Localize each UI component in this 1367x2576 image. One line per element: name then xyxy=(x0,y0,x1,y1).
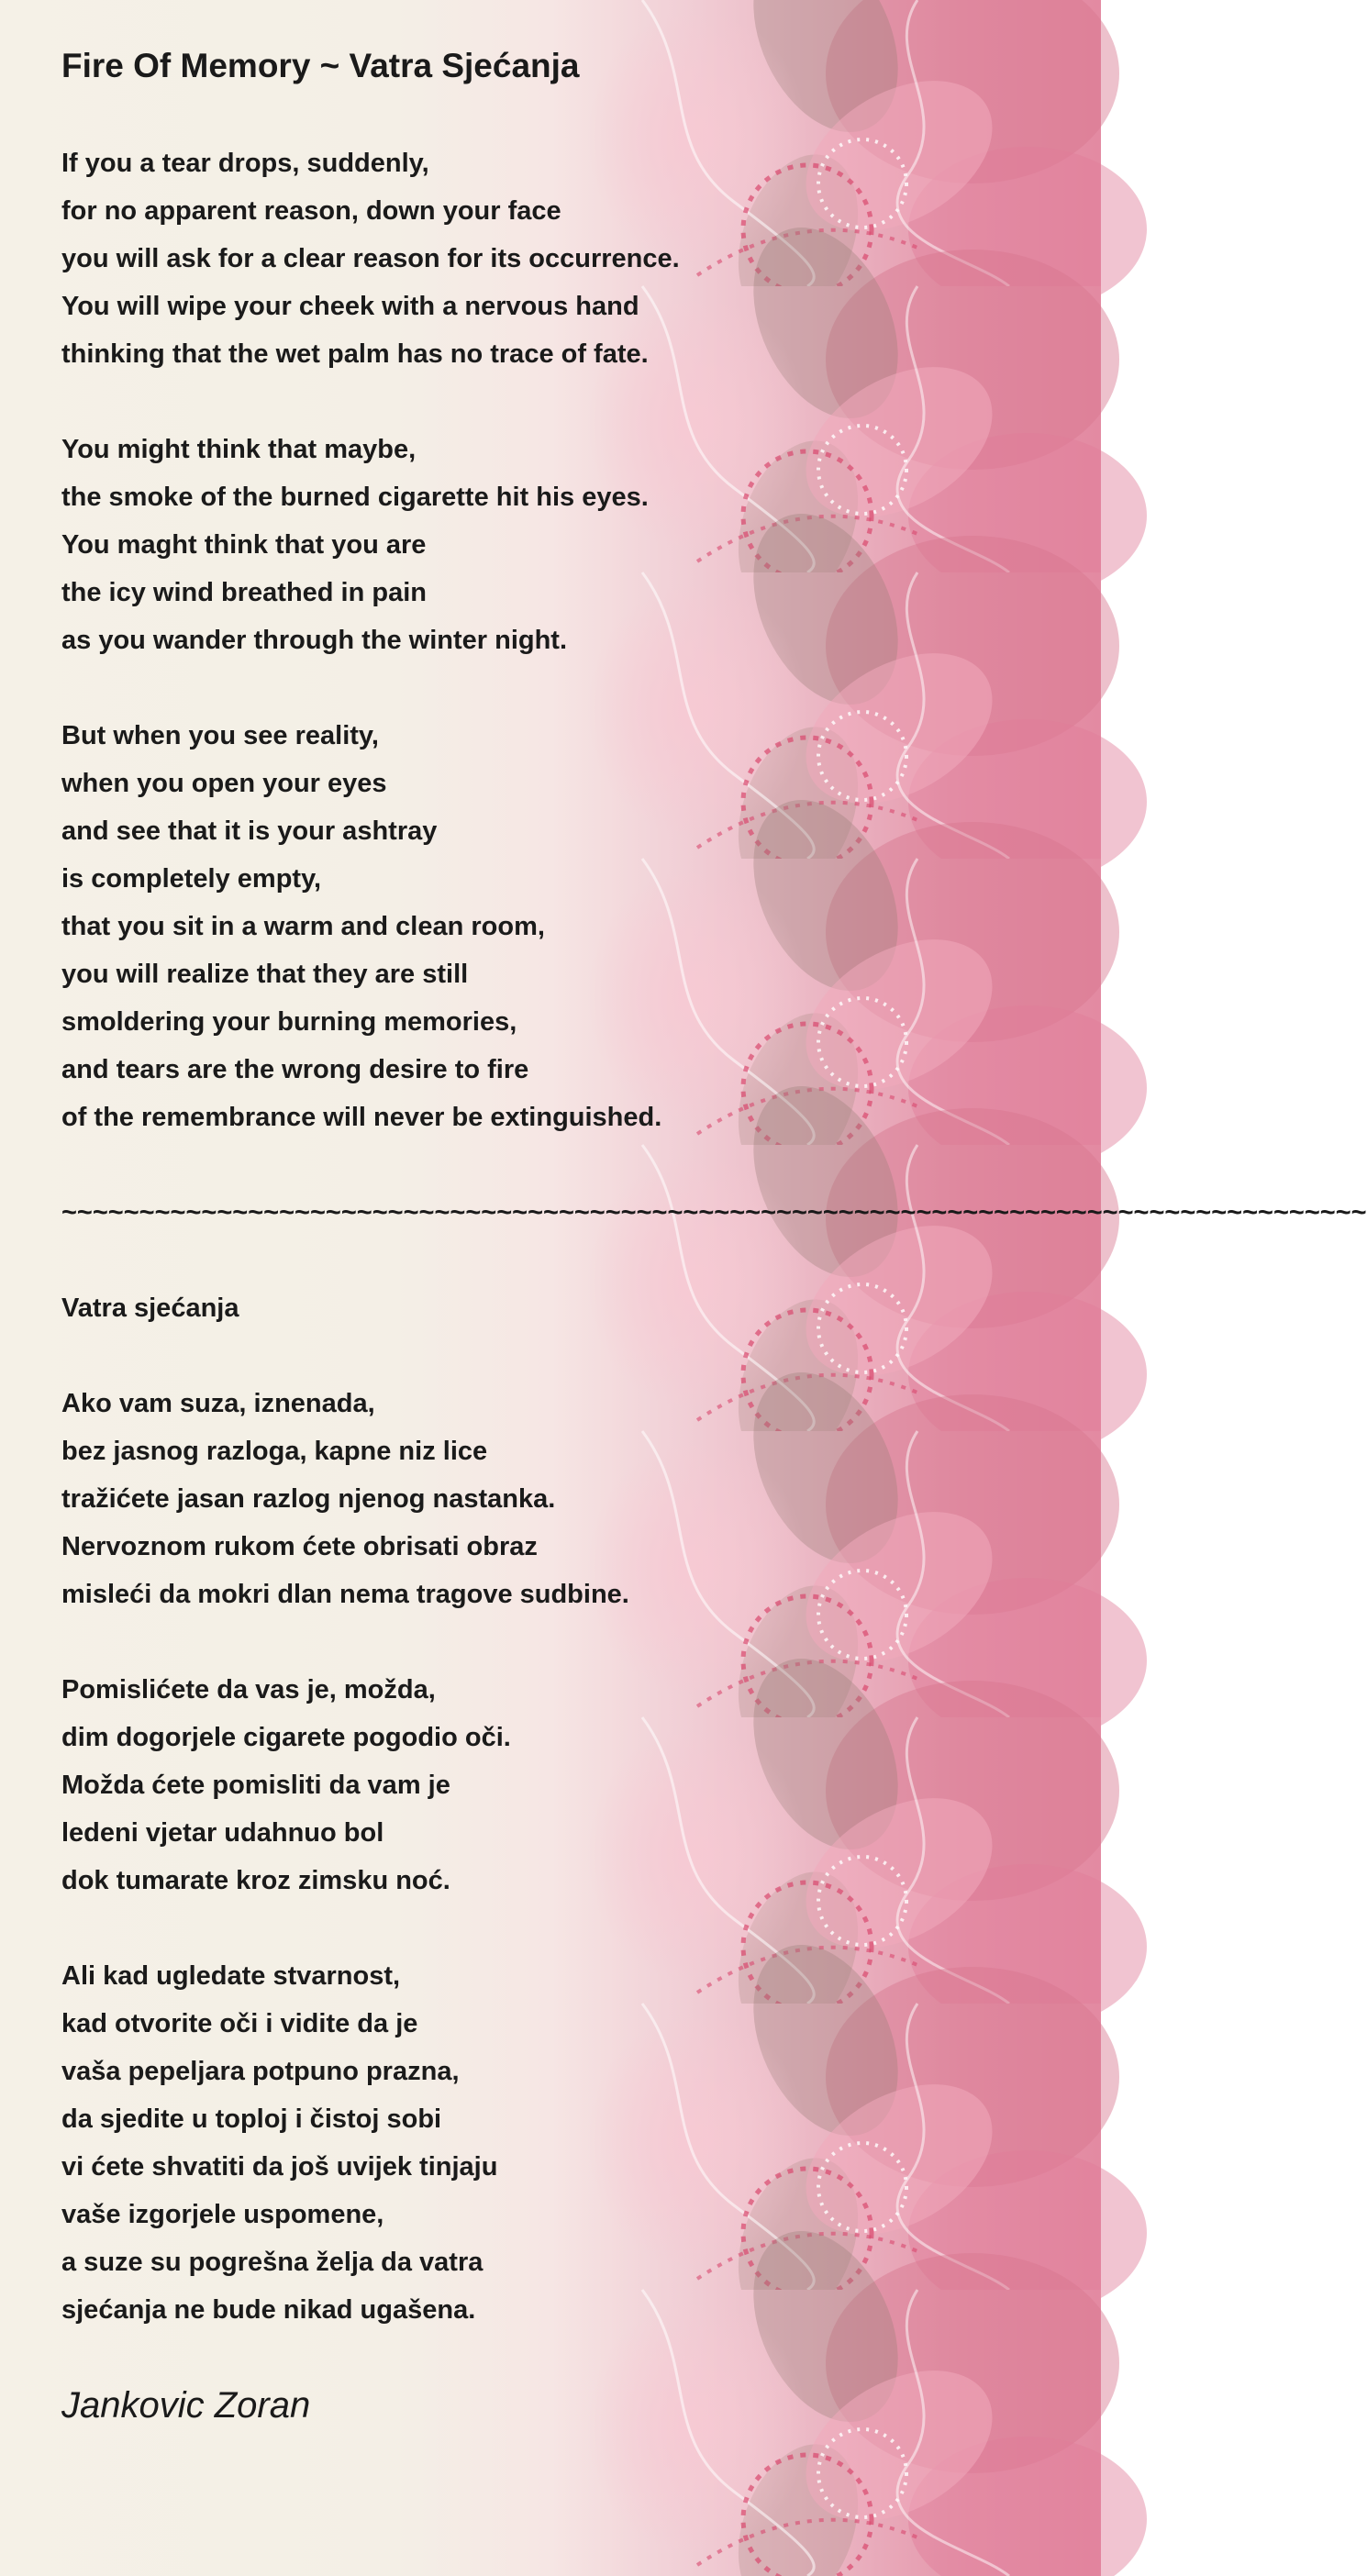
poem-line: vi ćete shvatiti da još uvijek tinjaju xyxy=(61,2152,498,2182)
poem-line: tražićete jasan razlog njenog nastanka. xyxy=(61,1484,556,1514)
poem-line: thinking that the wet palm has no trace of fate. xyxy=(61,339,649,369)
poem-line: a suze su pogrešna želja da vatra xyxy=(61,2248,483,2277)
background-tile xyxy=(0,2290,1101,2576)
poem-line: for no apparent reason, down your face xyxy=(61,196,561,226)
poem-line: and tears are the wrong desire to fire xyxy=(61,1055,529,1084)
poem-line: da sjedite u toploj i čistoj sobi xyxy=(61,2104,442,2134)
poem-line: the icy wind breathed in pain xyxy=(61,578,427,607)
poem-line: you will ask for a clear reason for its occurrence. xyxy=(61,244,680,273)
poem-line: You will wipe your cheek with a nervous hand xyxy=(61,292,639,321)
poem-line: the smoke of the burned cigarette hit his eyes. xyxy=(61,483,649,512)
poem-line: when you open your eyes xyxy=(61,769,387,798)
poem-line: that you sit in a warm and clean room, xyxy=(61,912,545,941)
poem-line: vaša pepeljara potpuno prazna, xyxy=(61,2057,460,2086)
poem-author: Jankovic Zoran xyxy=(61,2385,311,2426)
poem-line: ledeni vjetar udahnuo bol xyxy=(61,1818,384,1848)
poem-line: Vatra sjećanja xyxy=(61,1294,239,1323)
separator-line: ~~~~~~~~~~~~~~~~~~~~~~~~~~~~~~~~~~~~~~~~~~~~~~~~~~~~~~~~~~~~~~~~~~~~~~~~~~~~~~~~~~~~ xyxy=(61,1198,1367,1227)
poem-line: kad otvorite oči i vidite da je xyxy=(61,2009,418,2038)
poem-line: Pomislićete da vas je, možda, xyxy=(61,1675,436,1704)
poem-line: smoldering your burning memories, xyxy=(61,1007,517,1037)
poem-line: If you a tear drops, suddenly, xyxy=(61,149,429,178)
poem-title: Fire Of Memory ~ Vatra Sjećanja xyxy=(61,47,580,84)
poem-line: Možda ćete pomisliti da vam je xyxy=(61,1771,450,1800)
poem-line: Nervoznom rukom ćete obrisati obraz xyxy=(61,1532,538,1561)
poem-line: You maght think that you are xyxy=(61,530,427,560)
poem-line: as you wander through the winter night. xyxy=(61,626,568,655)
poem-line: and see that it is your ashtray xyxy=(61,816,438,846)
poem-line: Ali kad ugledate stvarnost, xyxy=(61,1961,401,1991)
poem-line: you will realize that they are still xyxy=(61,960,469,989)
poem-line: dim dogorjele cigarete pogodio oči. xyxy=(61,1723,511,1752)
poem-line: Ako vam suza, iznenada, xyxy=(61,1389,375,1418)
poem-line: But when you see reality, xyxy=(61,721,379,750)
poem-line: bez jasnog razloga, kapne niz lice xyxy=(61,1437,488,1466)
poem-line: vaše izgorjele uspomene, xyxy=(61,2200,384,2229)
poem-line: misleći da mokri dlan nema tragove sudbine. xyxy=(61,1580,629,1609)
poem-line: dok tumarate kroz zimsku noć. xyxy=(61,1866,450,1895)
poem-line: is completely empty, xyxy=(61,864,322,894)
poem-line: sjećanja ne bude nikad ugašena. xyxy=(61,2295,476,2325)
poem-line: You might think that maybe, xyxy=(61,435,417,464)
poem-line: of the remembrance will never be extinguished. xyxy=(61,1103,662,1132)
